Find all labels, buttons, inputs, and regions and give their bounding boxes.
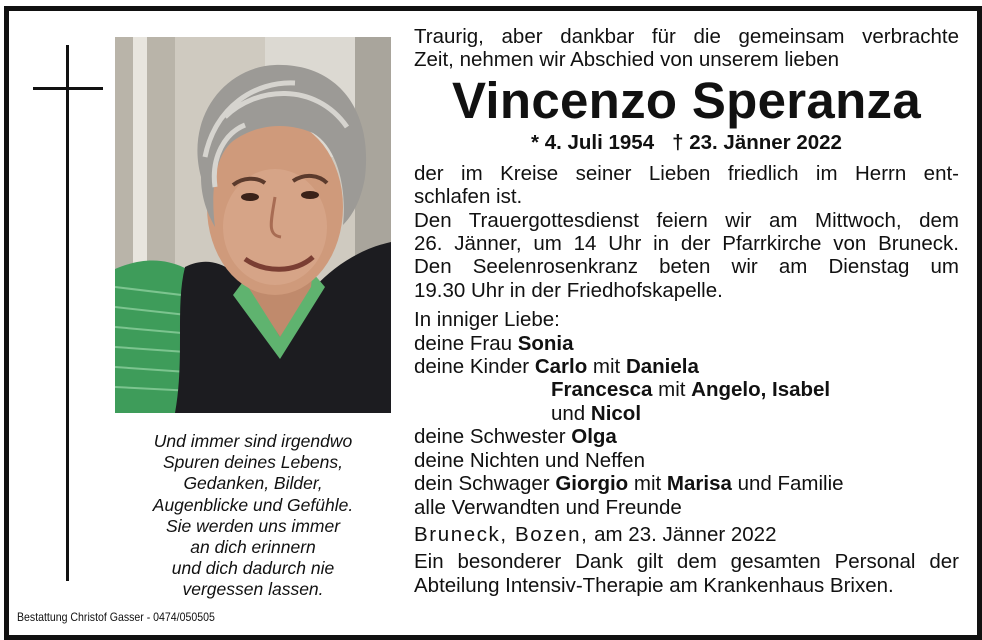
poem-line: vergessen lassen. [182,579,324,600]
label: dein Schwager [414,472,556,496]
intro-line: Zeit, nehmen wir Abschied von unserem lieben [414,48,840,72]
child-name: Francesca [551,378,653,402]
child-name: Nicol [590,401,642,425]
poem-line: und dich dadurch nie [171,558,335,579]
family-heading: In inniger Liebe: [414,308,560,332]
thanks-line: Ein besonderer Dank gilt dem gesamten Personal der [414,550,959,574]
body-line: 19.30 Uhr in der Friedhofskapelle. [414,278,723,302]
label: und Familie [731,472,844,496]
label: deine Frau [414,331,518,355]
family-children [414,378,959,401]
sister-name: Olga [571,425,617,449]
body-line: Den Trauergottesdienst feiern wir am Mittwoch, dem [414,208,959,232]
thanks-line: Abteilung Intensiv-Therapie am Krankenhaus Brixen. [414,573,894,597]
obituary-card [4,6,982,640]
poem-line: Spuren deines Lebens, [163,452,343,473]
intro-line: Traurig, aber dankbar für die gemeinsam verbrachte [414,25,959,48]
obituary-text [414,25,959,597]
funeral-home-footer: Bestattung Christof Gasser - 0474/050505 [17,610,215,624]
date: am 23. Jänner 2022 [588,522,777,546]
body-line: der im Kreise seiner Lieben friedlich im Herrn ent- [414,161,959,185]
place-date [414,523,959,546]
body-line: Den Seelenrosenkranz beten wir am Dienstag um [414,255,959,279]
poem-line: Und immer sind irgendwo [153,431,353,451]
sister-in-law-name: Marisa [666,472,732,496]
label: deine Kinder [414,355,535,379]
connector: und [551,401,591,425]
family-nieces: deine Nichten und Neffen [414,448,645,472]
family-sister [414,425,959,448]
family-brother-in-law [414,472,959,495]
poem [121,431,385,601]
brother-in-law-name: Giorgio [555,472,629,496]
partner-name: Angelo, Isabel [691,378,831,402]
place: Bruneck, Bozen, [414,522,589,546]
deceased-name: Vincenzo Speranza [452,71,921,129]
wife-name: Sonia [517,331,574,355]
portrait-photo [115,37,391,413]
body-line: 26. Jänner, um 14 Uhr in der Pfarrkirche von Bruneck. [414,232,959,256]
poem-line: an dich erinnern [190,537,316,558]
birth-date: * 4. Juli 1954 [531,130,655,154]
partner-name: Daniela [625,355,699,379]
family-wife [414,332,959,355]
body-line: schlafen ist. [414,185,523,209]
death-date: † 23. Jänner 2022 [672,130,842,154]
poem-line: Augenblicke und Gefühle. [152,494,354,515]
family-children [414,402,959,425]
poem-line: Sie werden uns immer [165,515,341,536]
family-relatives: alle Verwandten und Freunde [414,495,682,519]
connector: mit [587,355,626,379]
life-dates [414,130,959,156]
label: deine Schwester [414,425,572,449]
poem-line: Gedanken, Bilder, [183,473,323,494]
connector: mit [652,378,692,402]
child-name: Carlo [534,355,588,379]
family-children [414,355,959,378]
connector: mit [628,472,667,496]
